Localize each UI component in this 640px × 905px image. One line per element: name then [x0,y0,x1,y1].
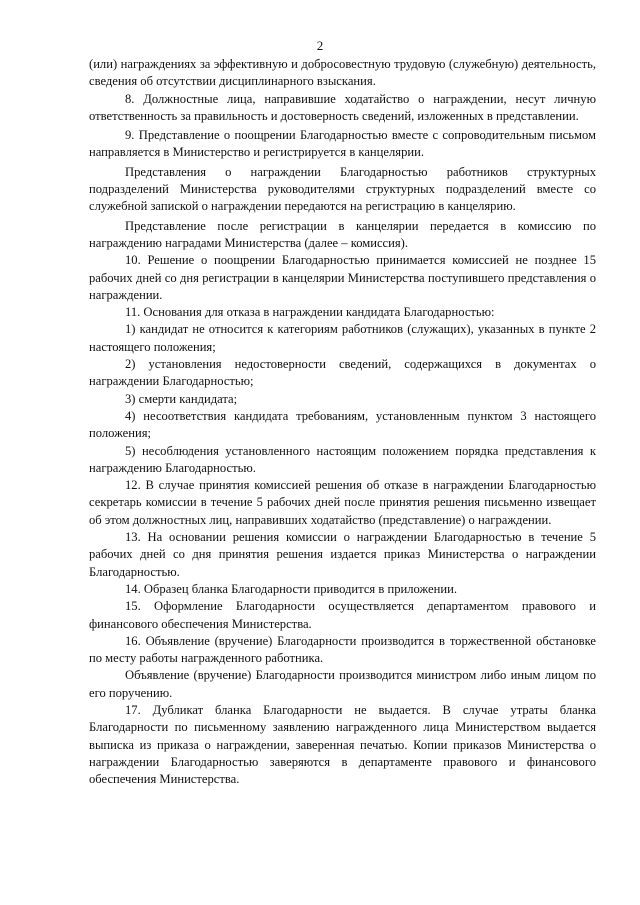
paragraph-item-14: 14. Образец бланка Благодарности приводится в приложении. [125,581,457,596]
paragraph-continuation: (или) награждениях за эффективную и добросовестную трудовую (служебную) деятельность, сведения об отсутствии дисциплинарного взыскания. [89,57,596,89]
paragraph-item-12: 12. В случае принятия комиссией решения об отказе в награждении Благодарностью секретарь комиссии в течение 5 рабочих дней после принятия решения письменно извещает об этом должностных лиц, направивших ходатайство (представление) о награждении. [89,478,596,527]
paragraph-item-10: 10. Решение о поощрении Благодарностью принимается комиссией не позднее 15 рабочих дней со дня регистрации в канцелярии Министерства поступившего представления о награждении. [89,253,596,302]
paragraph-item-9: 9. Представление о поощрении Благодарностью вместе с сопроводительным письмом направляется в Министерство и регистрируется в канцелярии. [89,128,596,160]
paragraph-item-9-structural-units: Представления о награждении Благодарностью работников структурных подразделений Министерства руководителями структурных подразделений вместе со служебной запиской о награждении передаются на регистрацию в канцелярию. [89,164,596,214]
paragraph-item-11: 11. Основания для отказа в награждении кандидата Благодарностью: [125,305,495,320]
paragraph-item-11-5: 5) несоблюдения установленного настоящим положением порядка представления к награждению Благодарностью. [89,443,596,475]
paragraph-item-11-1: 1) кандидат не относится к категориям работников (служащих), указанных в пункте 2 настоящего положения; [89,322,596,354]
paragraph-item-11-4: 4) несоответствия кандидата требованиям, установленным пунктом 3 настоящего положения; [89,408,596,441]
paragraph-item-9-registration: Представление после регистрации в канцелярии передается в комиссию по награждению наградами Министерства (далее – комиссия). [89,218,596,250]
paragraph-item-17: 17. Дубликат бланка Благодарности не выдается. В случае утраты бланка Благодарности по письменному заявлению награжденного лица Министерством выдается выписка из приказа о награждении, заверенная печатью. Копии приказов Министерства о награждении Благодарностью заверяются в департаменте правового и финансового обеспечения Министерства. [89,702,596,787]
document-body [89,56,596,788]
paragraph-item-13: 13. На основании решения комиссии о награждении Благодарностью в течение 5 рабочих дней со дня принятия решения издается приказ Министерства о награждении Благодарностью. [89,530,596,579]
page-number: 2 [316,38,324,53]
paragraph-item-15: 15. Оформление Благодарности осуществляется департаментом правового и финансового обеспечения Министерства. [89,599,596,631]
paragraph-item-11-3: 3) смерти кандидата; [125,391,238,406]
paragraph-item-16-minister: Объявление (вручение) Благодарности производится министром либо иным лицом по его поручению. [89,668,596,700]
paragraph-item-11-2: 2) установления недостоверности сведений, содержащихся в документах о награждении Благодарностью; [89,357,596,389]
paragraph-item-16: 16. Объявление (вручение) Благодарности производится в торжественной обстановке по месту работы награжденного работника. [89,633,596,666]
paragraph-item-8: 8. Должностные лица, направившие ходатайство о награждении, несут личную ответственность за правильность и достоверность сведений, изложенных в представлении. [89,91,596,123]
